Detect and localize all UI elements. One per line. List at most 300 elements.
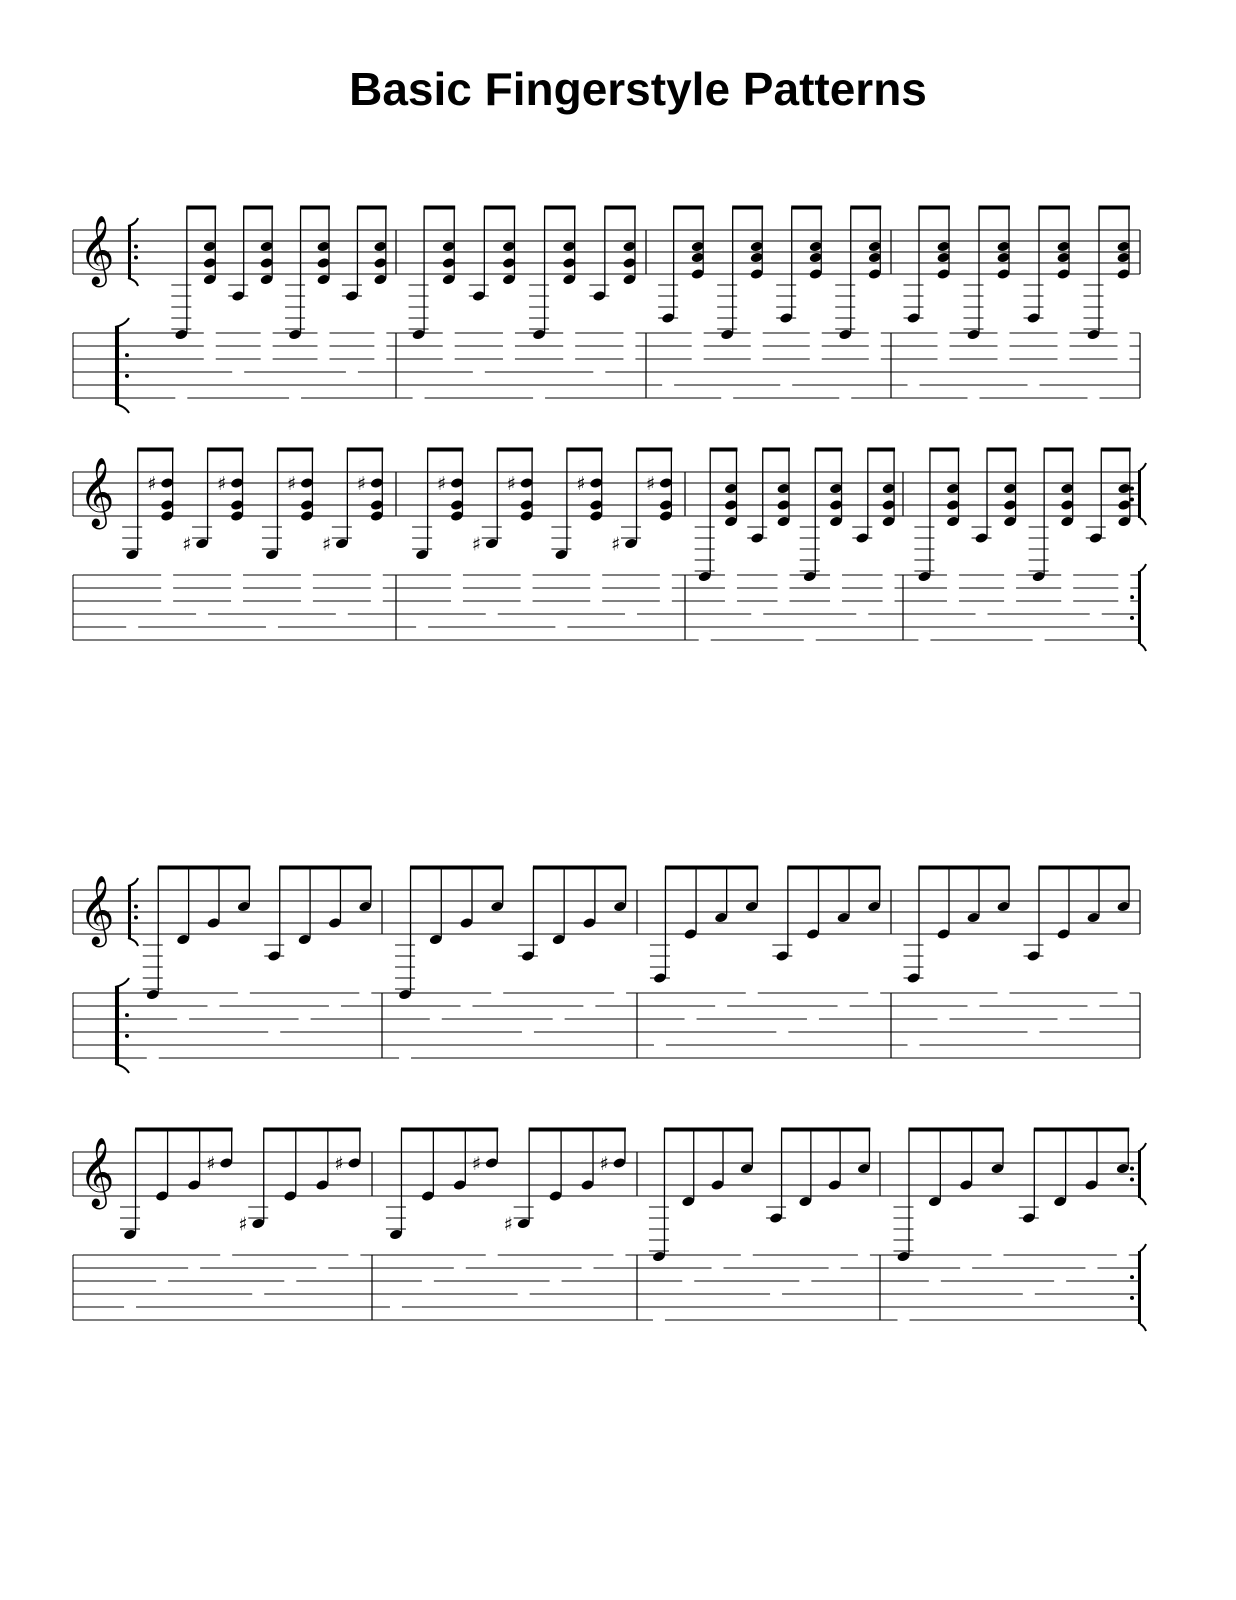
- bracket-hook: [128, 218, 138, 226]
- page-title: Basic Fingerstyle Patterns: [349, 63, 927, 115]
- fret-bg: [721, 392, 733, 404]
- note-beam: [850, 206, 881, 210]
- fret-bg: [503, 353, 515, 365]
- fret-bg: [555, 621, 567, 633]
- fret-bg: [177, 1013, 189, 1025]
- note-beam: [919, 206, 951, 210]
- fret-bg: [741, 1249, 753, 1261]
- fret-bg: [124, 1301, 136, 1313]
- note-beam: [137, 448, 173, 452]
- repeat-dot: [1130, 595, 1134, 599]
- system: [73, 1128, 1146, 1332]
- fret-bg: [261, 353, 273, 365]
- fret-bg: [231, 569, 243, 581]
- measure: [893, 1128, 1129, 1327]
- fret-bg: [317, 327, 329, 339]
- fret-bg: [161, 595, 173, 607]
- fret-bg: [968, 1000, 980, 1012]
- repeat-dot: [1130, 1296, 1134, 1300]
- fret-bg: [810, 340, 822, 352]
- sharp-icon: ♯: [217, 473, 227, 495]
- fret-bg: [518, 1288, 530, 1300]
- repeat-dot: [1130, 1178, 1134, 1182]
- fret-bg: [712, 1262, 724, 1274]
- measure: [412, 448, 673, 634]
- note-beam: [410, 866, 504, 870]
- fret-bg: [521, 595, 533, 607]
- note-beam: [243, 206, 273, 210]
- note-beam: [186, 206, 216, 210]
- fret-bg: [329, 1000, 341, 1012]
- fret-bg: [443, 353, 455, 365]
- fret-bg: [1028, 379, 1040, 391]
- sharp-icon: ♯: [436, 473, 447, 495]
- fret-bg: [654, 1039, 666, 1051]
- fret-bg: [660, 595, 672, 607]
- note-beam: [263, 1128, 361, 1132]
- sharp-icon: ♯: [356, 473, 366, 495]
- fret-bg: [416, 621, 428, 633]
- fret-bg: [938, 1013, 950, 1025]
- fret-bg: [413, 392, 425, 404]
- note-beam: [1044, 448, 1074, 452]
- repeat-dot: [125, 1013, 129, 1017]
- fret-bg: [1004, 569, 1016, 581]
- fret-bg: [204, 340, 216, 352]
- fret-bg: [660, 569, 672, 581]
- sharp-icon: ♯: [147, 473, 157, 495]
- fret-bg: [947, 582, 959, 594]
- note-beam: [787, 866, 880, 870]
- fret-bg: [810, 353, 822, 365]
- fret-bg: [780, 379, 792, 391]
- fret-bg: [660, 582, 672, 594]
- note-beam: [604, 206, 636, 210]
- fret-bg: [725, 595, 737, 607]
- note-beam: [979, 206, 1011, 210]
- note-beam: [762, 448, 790, 452]
- bracket-hook: [115, 318, 129, 327]
- fret-bg: [231, 595, 243, 607]
- note-beam: [908, 1128, 1003, 1132]
- fret-bg: [799, 1275, 811, 1287]
- fret-bg: [533, 392, 545, 404]
- fret-bg: [699, 634, 711, 646]
- fret-bg: [829, 1262, 841, 1274]
- fret-bg: [161, 569, 173, 581]
- bracket-hook: [1140, 1198, 1146, 1205]
- fret-bg: [856, 608, 868, 620]
- note-beam: [300, 206, 330, 210]
- note-beam: [664, 1128, 753, 1132]
- note-beam: [401, 1128, 498, 1132]
- fret-bg: [299, 1013, 311, 1025]
- bracket-hook: [1140, 1244, 1146, 1251]
- fret-bg: [908, 379, 920, 391]
- fret-bg: [614, 987, 626, 999]
- fret-bg: [1054, 1275, 1066, 1287]
- fret-bg: [374, 327, 386, 339]
- fret-bg: [161, 582, 173, 594]
- note-beam: [277, 448, 313, 452]
- measure: [395, 866, 627, 1065]
- note-beam: [665, 866, 758, 870]
- repeat-dot: [1130, 1275, 1134, 1279]
- fret-bg: [261, 340, 273, 352]
- sharp-icon: ♯: [471, 1153, 481, 1175]
- fret-bg: [1118, 327, 1130, 339]
- fret-bg: [883, 595, 895, 607]
- sharp-icon: ♯: [182, 533, 192, 556]
- fret-bg: [443, 327, 455, 339]
- fret-bg: [563, 327, 575, 339]
- repeat-dot: [134, 245, 138, 249]
- fret-bg: [1085, 1262, 1097, 1274]
- fret-bg: [399, 1052, 411, 1064]
- measure: [904, 206, 1131, 405]
- repeat-start-bar: [128, 886, 131, 938]
- fret-bg: [1118, 582, 1130, 594]
- fret-bg: [371, 595, 383, 607]
- fret-bg: [623, 353, 635, 365]
- note-beam: [544, 206, 576, 210]
- note-beam: [497, 448, 533, 452]
- fret-bg: [653, 1314, 665, 1326]
- sharp-icon: ♯: [503, 1213, 513, 1236]
- fret-bg: [486, 1249, 498, 1261]
- fret-bg: [371, 569, 383, 581]
- note-beam: [815, 448, 843, 452]
- fret-bg: [998, 353, 1010, 365]
- fret-bg: [1061, 595, 1073, 607]
- fret-bg: [590, 582, 602, 594]
- fret-bg: [777, 595, 789, 607]
- bracket-hook: [115, 978, 129, 987]
- fret-bg: [751, 340, 763, 352]
- note-beam: [1034, 1128, 1129, 1132]
- fret-bg: [692, 327, 704, 339]
- fret-bg: [858, 1249, 870, 1261]
- fret-bg: [960, 1262, 972, 1274]
- fret-bg: [336, 608, 348, 620]
- treble-clef-icon: 𝄞: [79, 457, 115, 527]
- fret-bg: [232, 366, 244, 378]
- fret-bg: [810, 327, 822, 339]
- repeat-end-bar: [1138, 1150, 1141, 1198]
- system: [73, 206, 1140, 414]
- sharp-icon: ♯: [334, 1153, 344, 1175]
- bracket-hook: [1140, 1324, 1146, 1331]
- fret-bg: [553, 1013, 565, 1025]
- bracket-hook: [1140, 1143, 1146, 1150]
- note-beam: [929, 448, 959, 452]
- fret-bg: [838, 1000, 850, 1012]
- fret-bg: [220, 1249, 232, 1261]
- fret-bg: [266, 621, 278, 633]
- fret-bg: [301, 595, 313, 607]
- fret-bg: [991, 1249, 1003, 1261]
- fret-bg: [1118, 569, 1130, 581]
- fret-bg: [1118, 340, 1130, 352]
- note-beam: [867, 448, 895, 452]
- note-beam: [791, 206, 822, 210]
- note-beam: [636, 448, 672, 452]
- measure: [143, 866, 373, 1065]
- repeat-dot: [134, 256, 138, 260]
- note-beam: [566, 448, 602, 452]
- fret-bg: [947, 569, 959, 581]
- fret-bg: [550, 1275, 562, 1287]
- fret-bg: [1023, 1288, 1035, 1300]
- fret-bg: [869, 353, 881, 365]
- note-beam: [732, 206, 763, 210]
- repeat-dot: [134, 916, 138, 920]
- fret-bg: [662, 379, 674, 391]
- fret-bg: [1058, 1013, 1070, 1025]
- fret-bg: [503, 340, 515, 352]
- treble-clef-icon: 𝄞: [79, 215, 115, 285]
- fret-bg: [390, 1301, 402, 1313]
- note-beam: [347, 448, 383, 452]
- note-beam: [1101, 448, 1131, 452]
- fret-bg: [968, 392, 980, 404]
- sharp-icon: ♯: [471, 533, 481, 556]
- fret-bg: [374, 353, 386, 365]
- note-beam: [279, 866, 372, 870]
- fret-bg: [839, 392, 851, 404]
- fret-bg: [175, 392, 187, 404]
- fret-bg: [268, 1026, 280, 1038]
- repeat-start-bar: [128, 226, 131, 278]
- measure: [914, 448, 1131, 647]
- fret-bg: [1004, 582, 1016, 594]
- fret-bg: [1061, 582, 1073, 594]
- fret-bg: [371, 582, 383, 594]
- fret-bg: [348, 1249, 360, 1261]
- fret-bg: [897, 1314, 909, 1326]
- section: [73, 866, 1146, 1332]
- measure: [120, 1128, 361, 1314]
- fret-bg: [1058, 340, 1070, 352]
- fret-bg: [1088, 392, 1100, 404]
- fret-bg: [443, 340, 455, 352]
- section: [73, 206, 1146, 652]
- sharp-icon: ♯: [206, 1153, 216, 1175]
- fret-bg: [751, 327, 763, 339]
- fret-bg: [473, 366, 485, 378]
- fret-bg: [126, 621, 138, 633]
- measure: [409, 206, 637, 405]
- tab-bracket: [115, 327, 119, 404]
- fret-bg: [692, 340, 704, 352]
- repeat-dot: [1130, 498, 1134, 502]
- fret-bg: [869, 327, 881, 339]
- sharp-icon: ♯: [506, 473, 516, 495]
- fret-bg: [207, 1000, 219, 1012]
- fret-bg: [938, 353, 950, 365]
- fret-bg: [998, 987, 1010, 999]
- fret-bg: [692, 353, 704, 365]
- fret-bg: [869, 340, 881, 352]
- repeat-dot: [1130, 616, 1134, 620]
- fret-bg: [998, 340, 1010, 352]
- fret-bg: [613, 1249, 625, 1261]
- fret-bg: [976, 608, 988, 620]
- fret-bg: [231, 582, 243, 594]
- fret-bg: [776, 1026, 788, 1038]
- fret-bg: [883, 582, 895, 594]
- fret-bg: [830, 595, 842, 607]
- fret-bg: [751, 608, 763, 620]
- treble-clef-icon: 𝄞: [79, 875, 115, 945]
- fret-bg: [491, 987, 503, 999]
- fret-bg: [770, 1288, 782, 1300]
- fret-bg: [156, 1275, 168, 1287]
- fret-bg: [301, 569, 313, 581]
- fret-bg: [252, 1288, 264, 1300]
- fret-bg: [938, 340, 950, 352]
- fret-bg: [204, 327, 216, 339]
- fret-bg: [1028, 1026, 1040, 1038]
- fret-bg: [1061, 569, 1073, 581]
- fret-bg: [998, 327, 1010, 339]
- fret-bg: [317, 353, 329, 365]
- tab-bracket: [115, 987, 119, 1064]
- fret-bg: [301, 582, 313, 594]
- fret-bg: [623, 327, 635, 339]
- bracket-hook: [128, 278, 138, 286]
- fret-bg: [582, 1262, 594, 1274]
- fret-bg: [454, 1262, 466, 1274]
- note-beam: [533, 866, 627, 870]
- fret-bg: [938, 327, 950, 339]
- measure: [650, 866, 881, 1052]
- bracket-hook: [128, 938, 138, 946]
- fret-bg: [1004, 595, 1016, 607]
- fret-bg: [503, 327, 515, 339]
- fret-bg: [1058, 327, 1070, 339]
- fret-bg: [289, 392, 301, 404]
- fret-bg: [751, 353, 763, 365]
- repeat-end-bar: [1138, 470, 1141, 518]
- fret-bg: [908, 1039, 920, 1051]
- sharp-icon: ♯: [286, 473, 297, 495]
- fret-bg: [623, 340, 635, 352]
- fret-bg: [238, 987, 250, 999]
- repeat-dot: [125, 353, 129, 357]
- note-beam: [158, 866, 251, 870]
- fret-bg: [147, 1052, 159, 1064]
- fret-bg: [746, 987, 758, 999]
- bracket-hook: [1140, 518, 1146, 525]
- fret-bg: [1058, 353, 1070, 365]
- bracket-hook: [115, 404, 129, 413]
- bracket-hook: [1140, 463, 1146, 470]
- measure: [649, 1128, 871, 1327]
- note-beam: [710, 448, 738, 452]
- fret-bg: [929, 1275, 941, 1287]
- fret-bg: [590, 595, 602, 607]
- note-beam: [1039, 206, 1071, 210]
- measure: [122, 448, 384, 634]
- fret-bg: [204, 353, 216, 365]
- bracket-hook: [115, 1064, 129, 1073]
- fret-bg: [1118, 353, 1130, 365]
- fret-bg: [422, 1275, 434, 1287]
- fret-bg: [451, 569, 463, 581]
- fret-bg: [346, 366, 358, 378]
- system: [73, 448, 1146, 652]
- fret-bg: [593, 366, 605, 378]
- note-beam: [135, 1128, 233, 1132]
- note-beam: [673, 206, 704, 210]
- fret-bg: [284, 1275, 296, 1287]
- fret-bg: [521, 582, 533, 594]
- fret-bg: [451, 582, 463, 594]
- fret-bg: [725, 582, 737, 594]
- note-beam: [781, 1128, 870, 1132]
- fret-bg: [359, 987, 371, 999]
- repeat-end-bar: [1138, 571, 1141, 644]
- fret-bg: [583, 1000, 595, 1012]
- fret-bg: [261, 327, 273, 339]
- note-beam: [427, 448, 463, 452]
- repeat-dot: [134, 905, 138, 909]
- fret-bg: [685, 1013, 697, 1025]
- fret-bg: [1118, 595, 1130, 607]
- fret-bg: [1117, 1249, 1129, 1261]
- bracket-hook: [1140, 564, 1146, 571]
- fret-bg: [625, 608, 637, 620]
- note-beam: [987, 448, 1017, 452]
- system: [73, 866, 1140, 1074]
- measure: [171, 206, 387, 405]
- fret-bg: [1118, 987, 1130, 999]
- note-beam: [357, 206, 387, 210]
- sharp-icon: ♯: [238, 1213, 248, 1236]
- sharp-icon: ♯: [576, 473, 586, 495]
- treble-clef-icon: 𝄞: [79, 1137, 115, 1207]
- fret-bg: [682, 1275, 694, 1287]
- fret-bg: [563, 353, 575, 365]
- fret-bg: [918, 634, 930, 646]
- fret-bg: [563, 340, 575, 352]
- measure: [904, 866, 1131, 1052]
- fret-bg: [725, 569, 737, 581]
- fret-bg: [196, 608, 208, 620]
- fret-bg: [590, 569, 602, 581]
- fret-bg: [430, 1013, 442, 1025]
- fret-bg: [830, 569, 842, 581]
- fret-bg: [1033, 634, 1045, 646]
- repeat-dot: [1130, 1167, 1134, 1171]
- fret-bg: [522, 1026, 534, 1038]
- fret-bg: [804, 634, 816, 646]
- measure: [695, 448, 896, 647]
- fret-bg: [777, 569, 789, 581]
- fret-bg: [188, 1262, 200, 1274]
- bracket-hook: [128, 878, 138, 886]
- fret-bg: [486, 608, 498, 620]
- bracket-hook: [1140, 644, 1146, 651]
- fret-bg: [1090, 608, 1102, 620]
- fret-bg: [317, 340, 329, 352]
- repeat-dot: [125, 374, 129, 378]
- fret-bg: [807, 1013, 819, 1025]
- fret-bg: [521, 569, 533, 581]
- fret-bg: [316, 1262, 328, 1274]
- measure: [386, 1128, 627, 1314]
